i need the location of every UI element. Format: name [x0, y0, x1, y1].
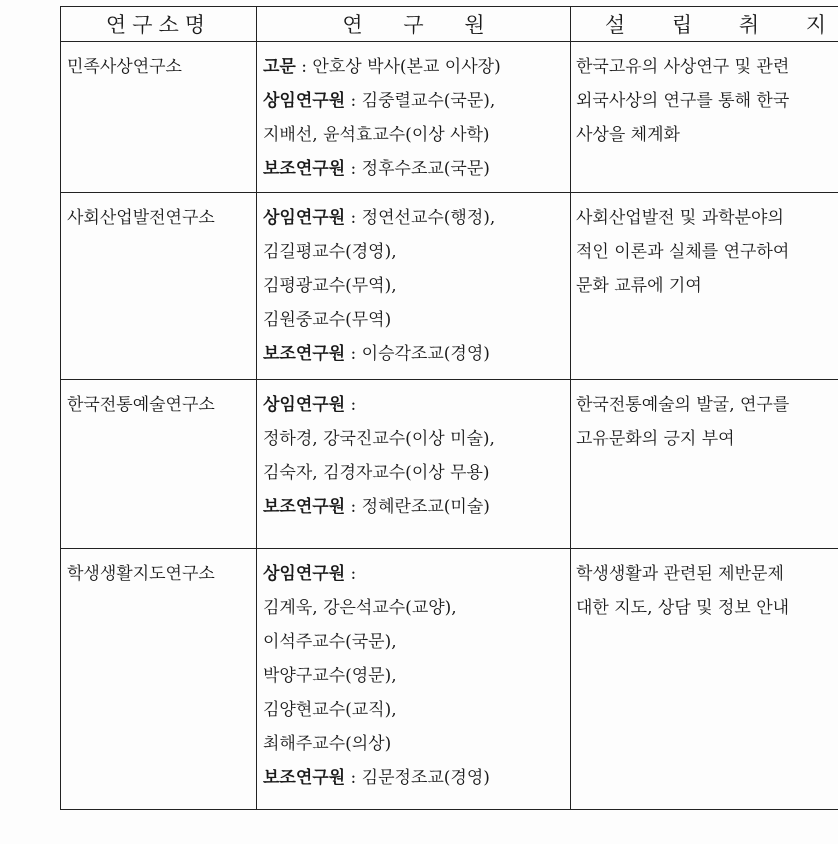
institute-name: 학생생활지도연구소	[67, 564, 215, 584]
purpose-line: 사회산업발전 및 과학분야의	[576, 208, 784, 228]
member-list	[257, 42, 570, 186]
purpose-line: 한국고유의 사상연구 및 관련	[576, 57, 790, 77]
member-role: 보조연구원	[263, 497, 346, 517]
member-role: 상임연구원	[263, 564, 346, 584]
member-text: 김평광교수(무역),	[263, 276, 397, 296]
member-role: 상임연구원	[263, 208, 346, 228]
role-separator: :	[345, 768, 362, 788]
member-text: 김양현교수(교직),	[263, 700, 397, 720]
role-separator: :	[345, 159, 362, 179]
role-separator: :	[345, 564, 357, 584]
member-line	[263, 84, 570, 118]
role-separator: :	[295, 57, 313, 77]
member-role: 고문	[263, 57, 296, 77]
institute-table	[60, 6, 838, 810]
member-line	[263, 235, 570, 269]
member-text: 박양구교수(영문),	[263, 666, 397, 686]
purpose-line: 적인 이론과 실체를 연구하여	[576, 242, 790, 262]
member-text: 김길평교수(경영),	[263, 242, 397, 262]
role-separator: :	[345, 208, 362, 228]
purpose-text	[571, 193, 838, 303]
header-purpose: 설 립 취 지	[571, 7, 838, 42]
member-text: 정후수조교(국문)	[361, 159, 490, 179]
member-line	[263, 693, 570, 727]
role-separator: :	[345, 395, 357, 415]
member-text: 안호상 박사(본교 이사장)	[312, 57, 501, 77]
member-text: 이석주교수(국문),	[263, 632, 397, 652]
member-line	[263, 456, 570, 490]
member-role: 상임연구원	[263, 91, 346, 111]
member-line	[263, 625, 570, 659]
member-line	[263, 591, 570, 625]
member-role: 보조연구원	[263, 344, 346, 364]
purpose-text	[571, 549, 838, 625]
member-line	[263, 201, 570, 235]
purpose-line: 한국전통예술의 발굴, 연구를	[576, 395, 790, 415]
member-role: 보조연구원	[263, 159, 346, 179]
member-line	[263, 152, 570, 186]
institute-name: 사회산업발전연구소	[67, 208, 215, 228]
member-text: 김계욱, 강은석교수(교양),	[263, 598, 457, 618]
table-row	[61, 549, 838, 810]
purpose-line: 고유문화의 긍지 부여	[576, 429, 735, 449]
member-text: 김중렬교수(국문),	[361, 91, 496, 111]
purpose-line: 외국사상의 연구를 통해 한국	[576, 91, 790, 111]
role-separator: :	[345, 91, 362, 111]
institute-name: 민족사상연구소	[67, 57, 182, 77]
header-institute-name: 연구소명	[61, 7, 257, 42]
purpose-text	[571, 380, 838, 456]
member-list	[257, 549, 570, 795]
member-line	[263, 269, 570, 303]
purpose-line: 문화 교류에 기여	[576, 276, 702, 296]
member-line	[263, 388, 570, 422]
member-text: 지배선, 윤석효교수(이상 사학)	[263, 125, 490, 145]
role-separator: :	[345, 344, 362, 364]
member-role: 보조연구원	[263, 768, 346, 788]
member-line	[263, 303, 570, 337]
member-text: 정하경, 강국진교수(이상 미술),	[263, 429, 495, 449]
member-line	[263, 490, 570, 524]
member-line	[263, 337, 570, 371]
role-separator: :	[345, 497, 362, 517]
member-text: 최해주교수(의상)	[263, 734, 392, 754]
member-text: 이승각조교(경영)	[361, 344, 490, 364]
member-line	[263, 659, 570, 693]
purpose-line: 대한 지도, 상담 및 정보 안내	[576, 598, 790, 618]
header-researchers: 연 구 원	[257, 7, 571, 42]
purpose-line: 사상을 체계화	[576, 125, 680, 145]
member-text: 정혜란조교(미술)	[361, 497, 490, 517]
member-list	[257, 193, 570, 371]
member-text: 김문정조교(경영)	[361, 768, 490, 788]
purpose-line: 학생생활과 관련된 제반문제	[576, 564, 784, 584]
member-text: 김숙자, 김경자교수(이상 무용)	[263, 463, 490, 483]
table-row	[61, 42, 838, 193]
table-row	[61, 193, 838, 380]
member-line	[263, 50, 570, 84]
member-line	[263, 727, 570, 761]
member-line	[263, 422, 570, 456]
institute-name: 한국전통예술연구소	[67, 395, 215, 415]
member-role: 상임연구원	[263, 395, 346, 415]
purpose-text	[571, 42, 838, 152]
member-list	[257, 380, 570, 524]
member-text: 정연선교수(행정),	[361, 208, 496, 228]
member-line	[263, 118, 570, 152]
member-text: 김원중교수(무역)	[263, 310, 392, 330]
member-line	[263, 557, 570, 591]
table-row	[61, 380, 838, 549]
table-header-row	[61, 7, 838, 42]
member-line	[263, 761, 570, 795]
